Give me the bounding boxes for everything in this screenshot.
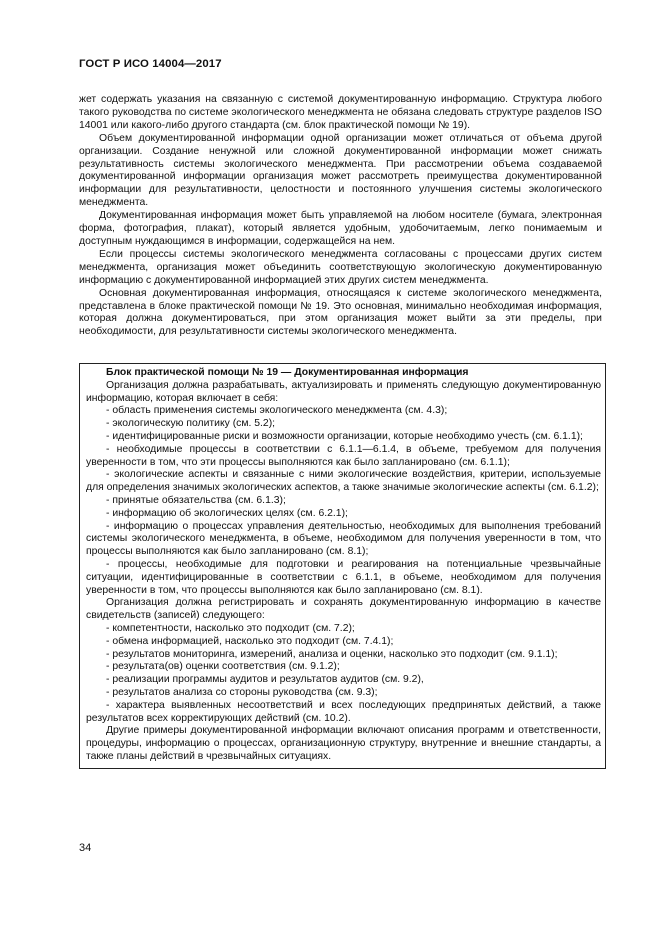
list-item: - необходимые процессы в соответствии с 6.1.1—6.1.4, в объеме, требуемом для получения уверенности в том, что эти процессы выполняются как было запланировано (см. 6.1.1); <box>86 443 601 468</box>
document-header: ГОСТ Р ИСО 14004—2017 <box>79 58 222 70</box>
list-item: - принятые обязательства (см. 6.1.3); <box>106 494 286 506</box>
list-item: - компетентности, насколько это подходит (см. 7.2); <box>106 622 355 634</box>
main-text <box>79 94 602 339</box>
list-item: - экологические аспекты и связанные с ними экологические воздействия, критерии, используемые для определения значимых экологических аспектов, а также значимые экологические аспекты (см. 6.1.2); <box>86 469 601 494</box>
paragraph: Если процессы системы экологического менеджмента согласованы с процессами других систем менеджмента, организация может объединить соответствующую экологическую документированную информацию с документированной информацией этих других систем менеджмента. <box>79 248 602 286</box>
list-item: - экологическую политику (см. 5.2); <box>106 418 276 430</box>
help-box-intro-records: Организация должна регистрировать и сохранять документированную информацию в качестве свидетельств (записей) следующего: <box>86 597 601 622</box>
list-item: - процессы, необходимые для подготовки и реагирования на потенциальные чрезвычайные ситуации, идентифицированные в соответствии с 6.1.1, в объеме, необходимом для получения уверенности в том, что процессы выполняются как было запланировано (см. 8.1). <box>86 558 601 596</box>
list-item: - характера выявленных несоответствий и всех последующих предпринятых действий, а также результатов всех корректирующих действий (см. 10.2). <box>86 699 601 724</box>
paragraph: жет содержать указания на связанную с системой документированную информацию. Структура любого такого руководства по системе экологического менеджмента не обязана следовать структуре разделов ISO 14001 или какого-либо другого стандарта (см. блок практической помощи № 19). <box>79 94 602 131</box>
help-box-intro: Организация должна разрабатывать, актуализировать и применять следующую документированную информацию, которая включает в себя: <box>86 379 601 404</box>
list-item: - информацию об экологических целях (см. 6.2.1); <box>106 507 348 519</box>
help-box-title: Блок практической помощи № 19 — Документированная информация <box>106 367 469 378</box>
page-number: 34 <box>79 842 92 854</box>
list-item: - результатов мониторинга, измерений, анализа и оценки, насколько это подходит (см. 9.1.1); <box>106 648 558 660</box>
list-item: - результатов анализа со стороны руководства (см. 9.3); <box>106 686 378 698</box>
list-item: - область применения системы экологического менеджмента (см. 4.3); <box>106 405 448 417</box>
list-item: - реализации программы аудитов и результатов аудитов (см. 9.2), <box>106 674 424 686</box>
list-item: - идентифицированные риски и возможности организации, которые необходимо учесть (см. 6.1.1); <box>106 430 583 442</box>
list-item: - результата(ов) оценки соответствия (см. 9.1.2); <box>106 661 340 673</box>
help-box-outro: Другие примеры документированной информации включают описания программ и ответственности, процедуры, информацию о процессах, организационную структуру, внутренние и внешние стандарты, а также планы действий в чрезвычайных ситуациях. <box>86 725 601 762</box>
paragraph: Документированная информация может быть управляемой на любом носителе (бумага, электронная форма, фотография, плакат), который является удобным, удобочитаемым, легко понимаемым и доступным нуждающимся в информации, содержащейся на нем. <box>79 210 602 247</box>
list-item: - информацию о процессах управления деятельностью, необходимых для выполнения требований системы экологического менеджмента, в объеме, необходимом для получения уверенности в том, что процессы выполняются как было запланировано (см. 8.1); <box>86 520 601 558</box>
help-box <box>79 363 606 769</box>
paragraph: Основная документированная информация, относящаяся к системе экологического менеджмента, представлена в блоке практической помощи № 19. Это основная, минимально необходимая информация, которая должна документироваться, при этом организация может выйти за эти пределы, при необходимости, для результативности системы экологического менеджмента. <box>79 287 602 338</box>
list-item: - обмена информацией, насколько это подходит (см. 7.4.1); <box>106 635 394 647</box>
paragraph: Объем документированной информации одной организации может отличаться от объема другой организации. Создание ненужной или сложной документированной информации может снижать результативность системы экологического менеджмента. При рассмотрении объема создаваемой документированной информации организация может рассмотреть преимущества документированной информации для результативности, целостности и постоянного улучшения системы экологического менеджмента. <box>79 132 602 209</box>
